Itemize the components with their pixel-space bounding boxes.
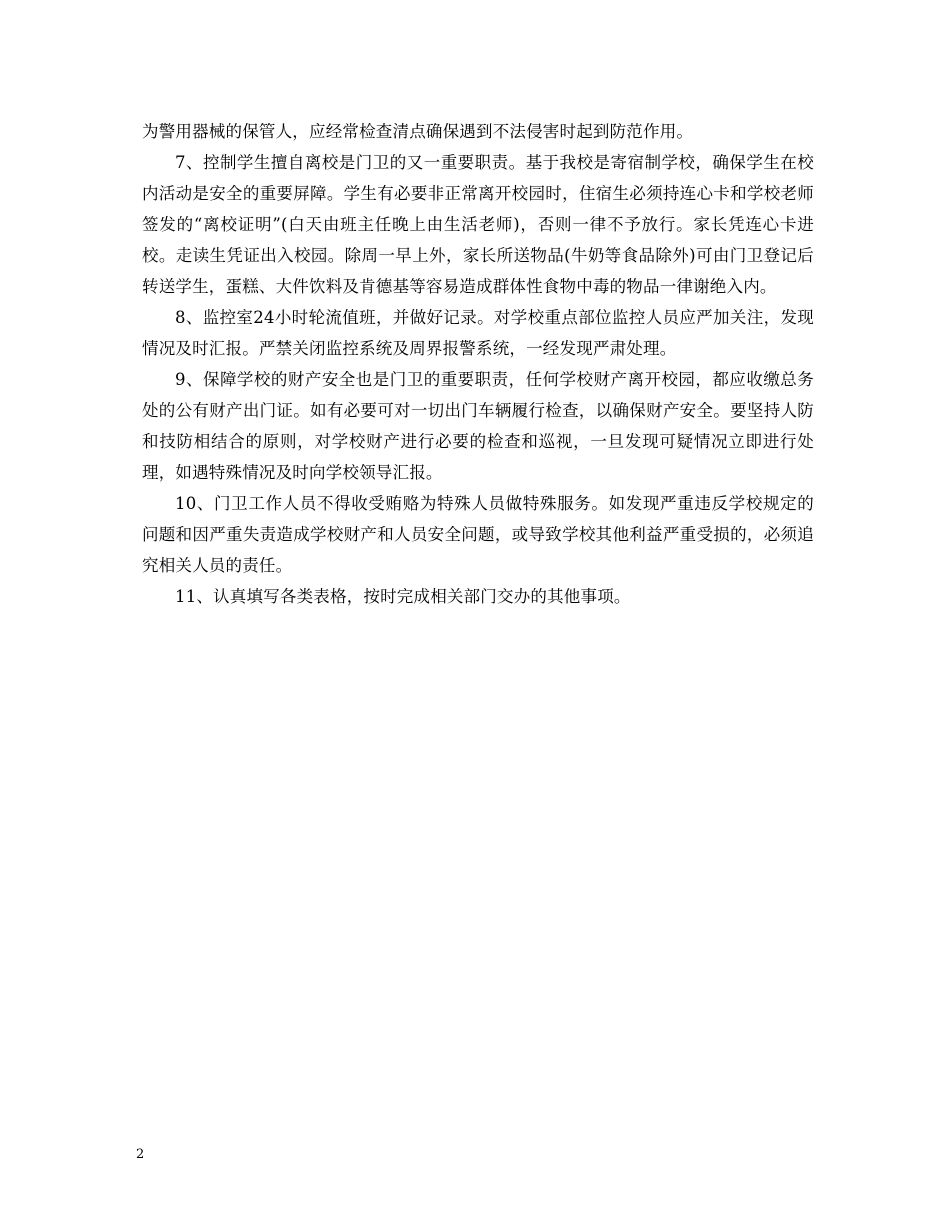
paragraph-item-8: 8、监控室24小时轮流值班，并做好记录。对学校重点部位监控人员应严加关注，发现情况及时汇报。严禁关闭监控系统及周界报警系统，一经发现严肃处理。 <box>142 308 814 358</box>
document-body <box>142 116 814 612</box>
page-number: 2 <box>136 1147 145 1162</box>
paragraph-item-10: 10、门卫工作人员不得收受贿赂为特殊人员做特殊服务。如发现严重违反学校规定的问题和因严重失责造成学校财产和人员安全问题，或导致学校其他利益严重受损的，必须追究相关人员的责任。 <box>142 494 814 575</box>
paragraph-item-9: 9、保障学校的财产安全也是门卫的重要职责，任何学校财产离开校园，都应收缴总务处的公有财产出门证。如有必要可对一切出门车辆履行检查，以确保财产安全。要坚持人防和技防相结合的原则，对学校财产进行必要的检查和巡视，一旦发现可疑情况立即进行处理，如遇特殊情况及时向学校领导汇报。 <box>142 370 814 482</box>
paragraph-item-7: 7、控制学生擅自离校是门卫的又一重要职责。基于我校是寄宿制学校，确保学生在校内活动是安全的重要屏障。学生有必要非正常离开校园时，住宿生必须持连心卡和学校老师签发的“离校证明”(白天由班主任晚上由生活老师)，否则一律不予放行。家长凭连心卡进校。走读生凭证出入校园。除周一早上外，家长所送物品(牛奶等食品除外)可由门卫登记后转送学生，蛋糕、大件饮料及肯德基等容易造成群体性食物中毒的物品一律谢绝入内。 <box>142 153 814 296</box>
paragraph-item-11: 11、认真填写各类表格，按时完成相关部门交办的其他事项。 <box>175 587 631 606</box>
paragraph-continuation: 为警用器械的保管人，应经常检查清点确保遇到不法侵害时起到防范作用。 <box>142 122 694 141</box>
